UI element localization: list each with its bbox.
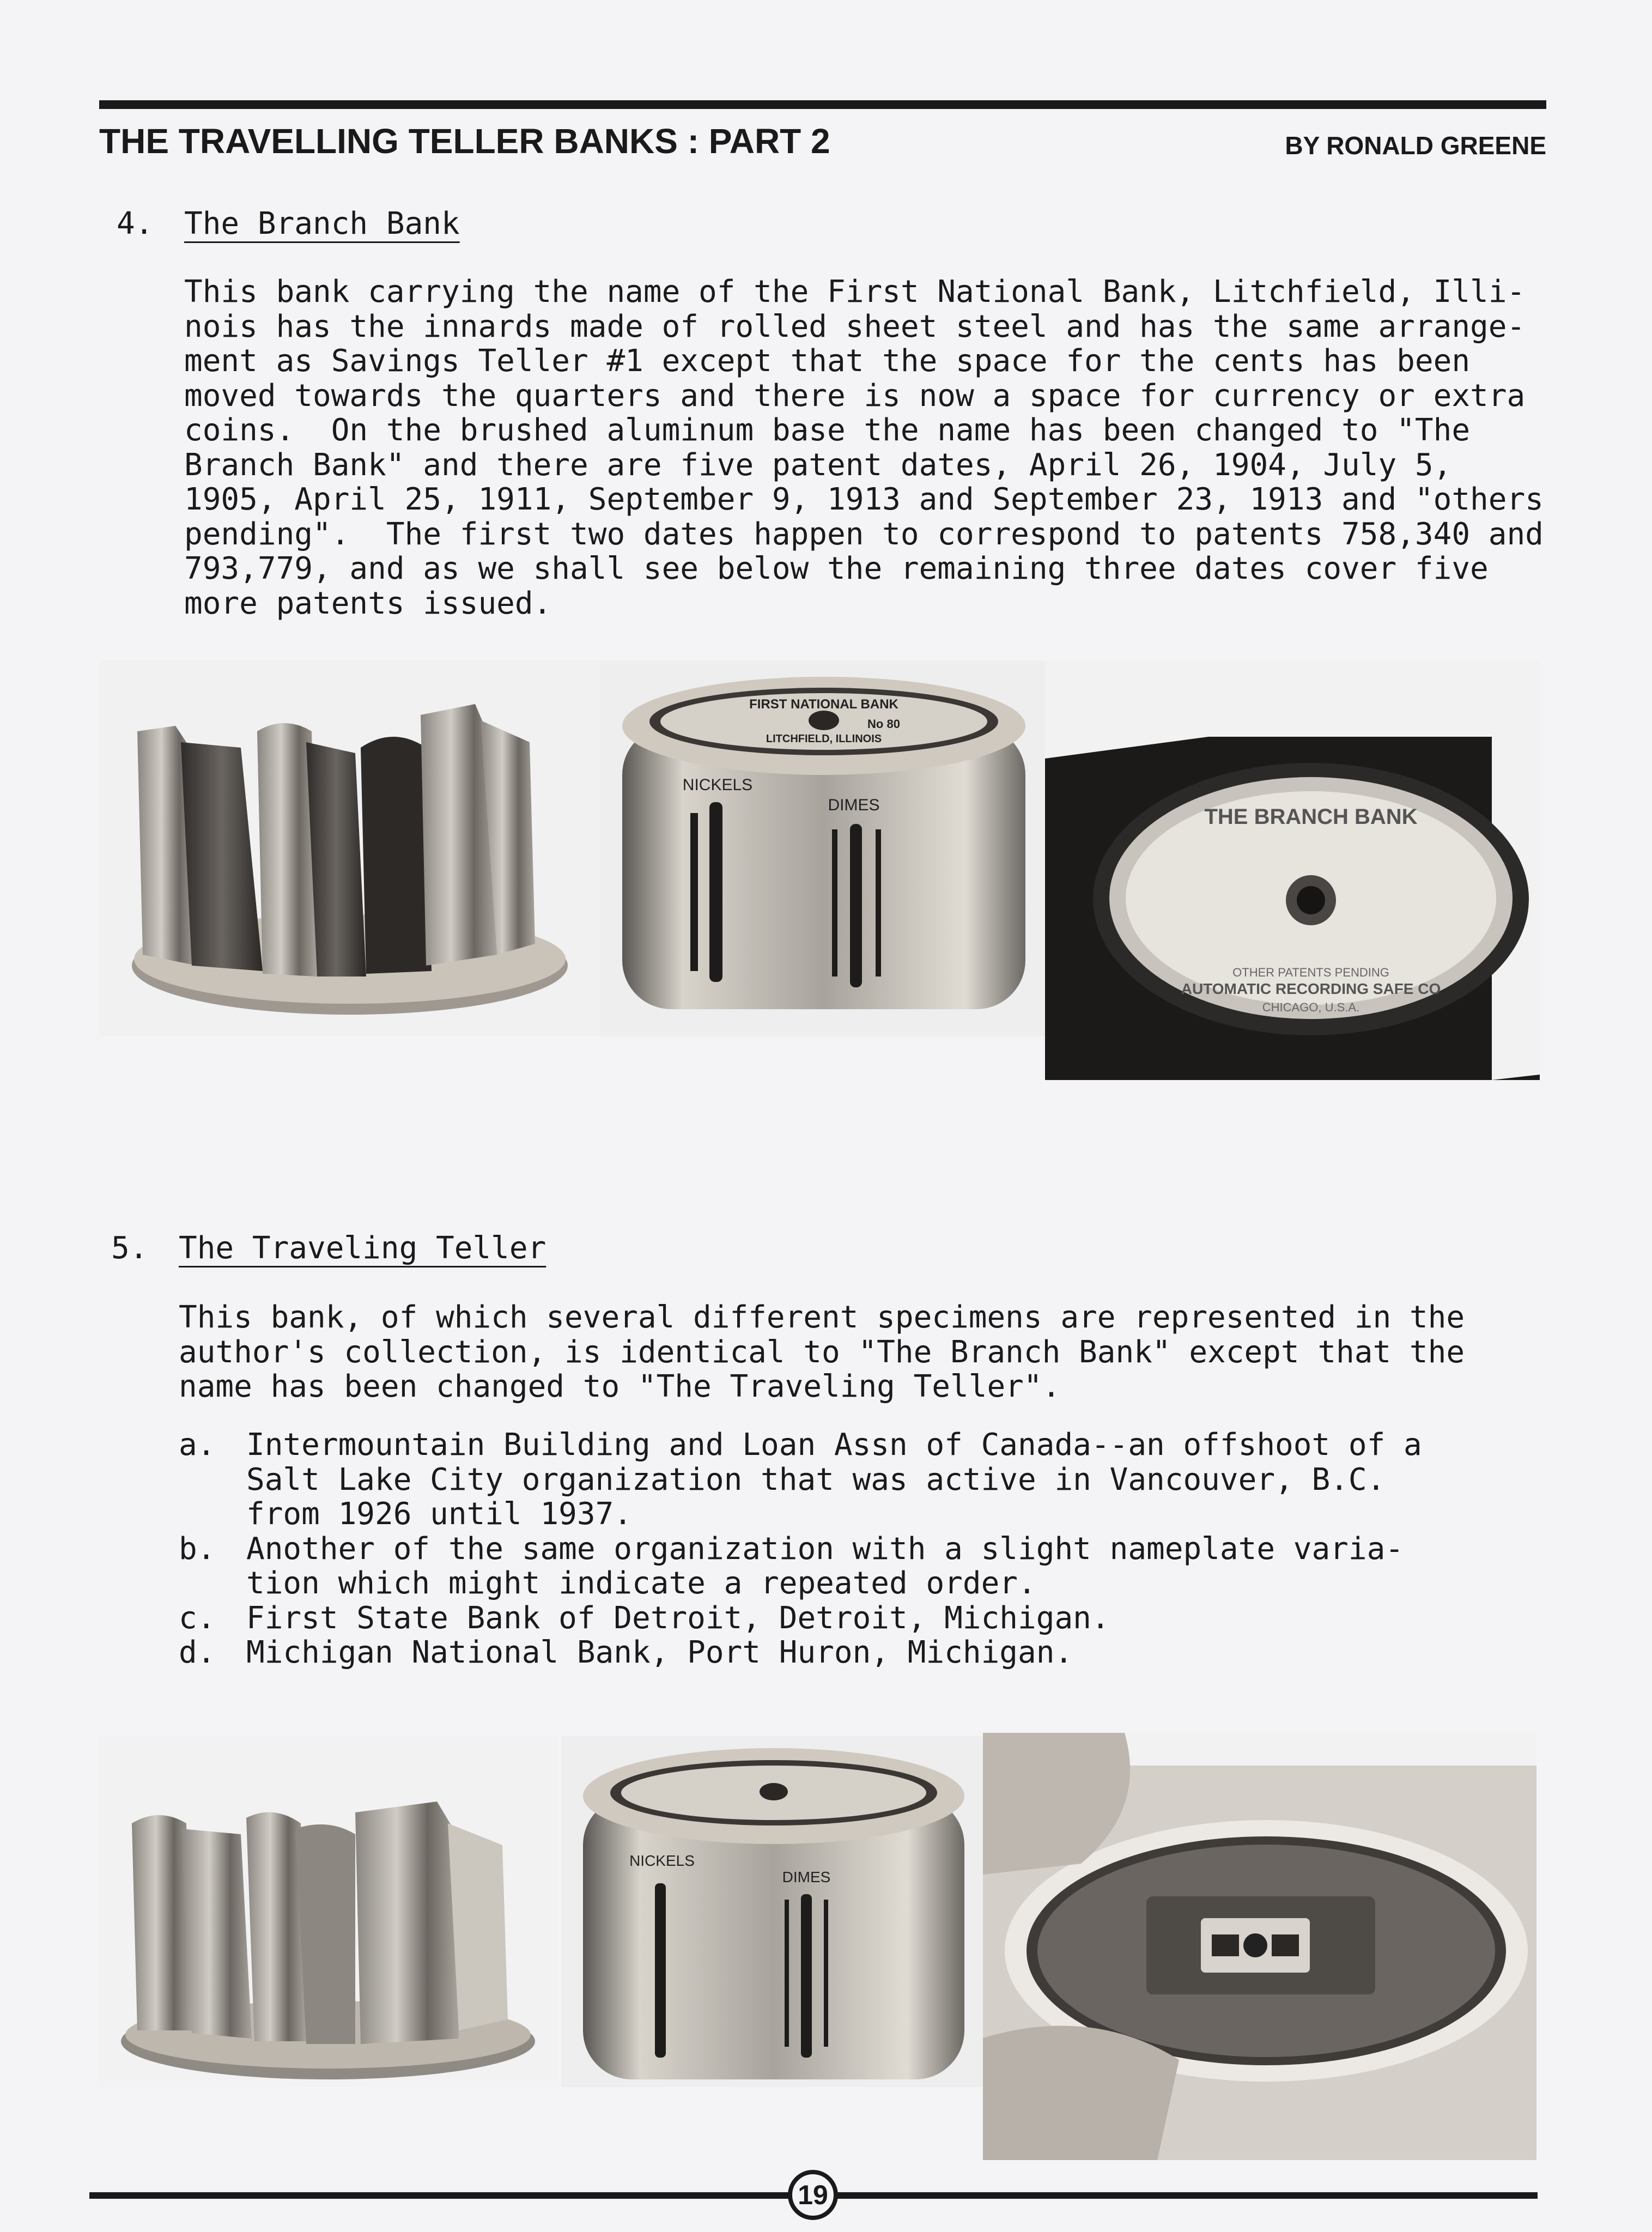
article-title: THE TRAVELLING TELLER BANKS : PART 2 bbox=[99, 122, 830, 161]
bank-name-plate: FIRST NATIONAL BANK bbox=[749, 697, 898, 712]
section-5-body bbox=[179, 1300, 1465, 1404]
section-title: The Branch Bank bbox=[184, 206, 460, 241]
author-byline: BY RONALD GREENE bbox=[1285, 131, 1546, 160]
list-item bbox=[179, 1601, 1422, 1636]
list-item-text: Michigan National Bank, Port Huron, Michigan. bbox=[246, 1635, 1073, 1670]
text-line: name has been changed to "The Traveling Teller". bbox=[179, 1369, 1061, 1404]
text-line: This bank, of which several different specimens are represented in the bbox=[179, 1300, 1465, 1335]
photo-coin-tubes-2 bbox=[99, 1736, 559, 2087]
base-city-text: CHICAGO, U.S.A. bbox=[1262, 1000, 1360, 1014]
list-item bbox=[179, 1532, 1422, 1601]
text-line: This bank carrying the name of the First National Bank, Litchfield, Illi- bbox=[184, 274, 1526, 310]
photo-traveling-teller-bank bbox=[561, 1736, 983, 2087]
section-4-body bbox=[184, 275, 1544, 621]
text-line: Branch Bank" and there are five patent dates, April 26, 1904, July 5, bbox=[184, 447, 1452, 483]
section-5-heading bbox=[111, 1230, 546, 1266]
list-item-letter: d. bbox=[179, 1635, 216, 1670]
base-maker-text: AUTOMATIC RECORDING SAFE CO bbox=[1181, 980, 1441, 997]
text-line: nois has the innards made of rolled sheet steel and has the same arrange- bbox=[184, 308, 1526, 344]
text-line: author's collection, is identical to "The Branch Bank" except that the bbox=[179, 1334, 1465, 1370]
text-line: moved towards the quarters and there is now a space for currency or extra bbox=[184, 378, 1526, 414]
text-line: pending". The first two dates happen to correspond to patents 758,340 and bbox=[184, 516, 1544, 552]
text-line: 1905, April 25, 1911, September 9, 1913 and September 23, 1913 and "others bbox=[184, 482, 1544, 517]
list-item-letter: c. bbox=[179, 1600, 216, 1636]
photo-coin-tubes bbox=[99, 660, 600, 1036]
section-number: 5. bbox=[111, 1230, 148, 1266]
text-line: 793,779, and as we shall see below the remaining three dates cover five bbox=[184, 551, 1489, 586]
dimes-label-2: DIMES bbox=[782, 1869, 831, 1885]
specimen-list bbox=[179, 1428, 1422, 1670]
top-rule bbox=[99, 100, 1546, 109]
list-item-letter: a. bbox=[179, 1427, 216, 1463]
dimes-label: DIMES bbox=[828, 796, 880, 814]
photo-first-national-bank bbox=[600, 660, 1046, 1036]
base-pending-text: OTHER PATENTS PENDING bbox=[1232, 966, 1389, 979]
list-item bbox=[179, 1428, 1422, 1532]
text-line: coins. On the brushed aluminum base the name has been changed to "The bbox=[184, 413, 1471, 448]
list-item-text: Intermountain Building and Loan Assn of Canada--an offshoot of a Salt Lake City organization that was active in Vancouver, B.C. from 1926 until 1937. bbox=[246, 1427, 1422, 1532]
bank-number-plate: No 80 bbox=[867, 717, 900, 731]
section-4-heading bbox=[117, 206, 460, 241]
photo-bank-interior bbox=[983, 1733, 1536, 2160]
text-line: ment as Savings Teller #1 except that the space for the cents has been bbox=[184, 343, 1471, 379]
photo-branch-bank-base bbox=[1045, 660, 1540, 1080]
bank-city-plate: LITCHFIELD, ILLINOIS bbox=[766, 733, 882, 745]
base-name-text: THE BRANCH BANK bbox=[1204, 805, 1418, 829]
list-item-letter: b. bbox=[179, 1531, 216, 1567]
list-item-text: First State Bank of Detroit, Detroit, Michigan. bbox=[246, 1600, 1110, 1636]
nickels-label-2: NICKELS bbox=[629, 1852, 695, 1869]
text-line: more patents issued. bbox=[184, 585, 552, 621]
list-item bbox=[179, 1635, 1422, 1670]
nickels-label: NICKELS bbox=[682, 776, 753, 794]
section-number: 4. bbox=[117, 206, 154, 241]
list-item-text: Another of the same organization with a slight nameplate varia- tion which might indicate a repeated order. bbox=[246, 1531, 1404, 1601]
page-number: 19 bbox=[788, 2170, 838, 2220]
section-title: The Traveling Teller bbox=[179, 1230, 546, 1266]
